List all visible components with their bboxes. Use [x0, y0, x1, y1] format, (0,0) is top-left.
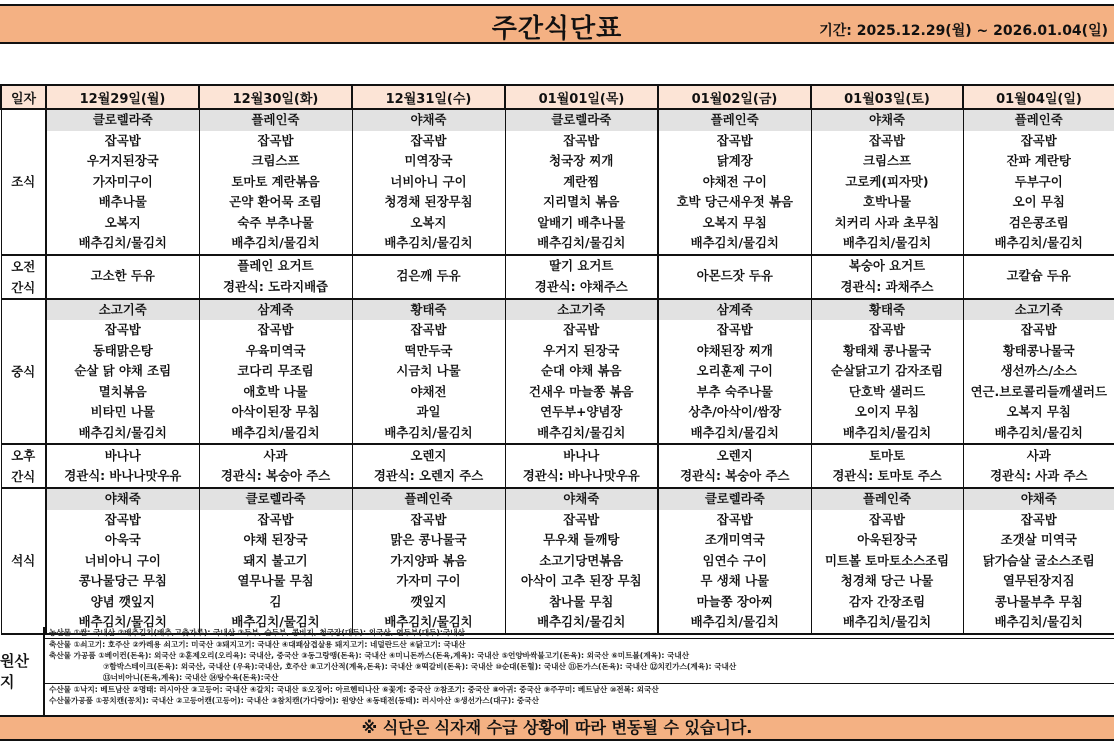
date-header-row	[1, 85, 1114, 109]
dinner-cell	[352, 488, 505, 634]
menu-item: 배추김치/물김치	[690, 614, 779, 629]
lunch-cell	[46, 299, 199, 445]
pm_snack-label-line: 오후	[11, 448, 36, 463]
origin-label: 원산지	[0, 627, 45, 715]
menu-item: 동태맑은탕	[92, 342, 153, 358]
menu-item: 연근.브로콜리들깨샐러드	[970, 383, 1107, 399]
menu-item: 비타민 나물	[90, 404, 155, 419]
menu-item: 소고기당면볶음	[539, 552, 624, 568]
menu-item: 양념 깻잎지	[90, 593, 155, 609]
menu-item: 돼지 불고기	[243, 552, 308, 568]
breakfast-cell	[199, 109, 352, 255]
am_snack-cell	[199, 255, 352, 299]
menu-item: 잡곡밥	[716, 322, 753, 337]
origin-livestock-processed: ⑬너비아니(돈육,계육): 국내산 ⑭탕수육(돈육):국산	[103, 673, 279, 682]
menu-item: 멸치볶음	[98, 383, 147, 399]
snack-item: 사과	[263, 447, 288, 463]
menu-item: 무 생채 나물	[700, 573, 769, 588]
menu-item: 잡곡밥	[869, 511, 905, 527]
menu-item: 과일	[416, 404, 441, 419]
breakfast-cell	[505, 109, 658, 255]
menu-item: 배추김치/물김치	[842, 614, 932, 629]
dinner-row	[1, 488, 1114, 634]
menu-item: 잡곡밥	[716, 511, 753, 527]
day-header: 12월30일(화)	[199, 85, 352, 109]
menu-item: 미트볼 토마토소스조림	[824, 552, 949, 568]
snack-item: 경관식: 사과 주스	[990, 468, 1088, 483]
menu-item: 상추/아삭이/쌈장	[688, 404, 782, 419]
menu-item: 닭계장	[716, 153, 753, 168]
menu-item: 잡곡밥	[410, 132, 447, 148]
dinner-cell	[963, 488, 1114, 634]
menu-item: 배추나물	[98, 194, 147, 209]
snack-item: 경관식: 도라지배즙	[222, 278, 329, 294]
menu-item: 배추김치/물김치	[231, 614, 320, 629]
menu-item: 오복지	[410, 214, 447, 230]
menu-item: 미역장국	[404, 153, 453, 168]
day-header: 01월02일(금)	[658, 85, 811, 109]
menu-item: 잡곡밥	[104, 132, 141, 148]
menu-item: 잡곡밥	[1020, 132, 1057, 148]
snack-item: 검은깨 두유	[396, 268, 461, 284]
menu-item: 잡곡밥	[410, 511, 447, 527]
pm_snack-label	[1, 444, 46, 488]
pm_snack-cell	[46, 444, 199, 488]
pm_snack-cell	[658, 444, 811, 488]
menu-item: 조갯살 미역국	[1000, 532, 1077, 547]
menu-item: 곤약 환어묵 조림	[229, 194, 322, 209]
menu-item: 생선까스/소스	[1000, 363, 1077, 378]
am_snack-cell	[46, 255, 199, 299]
pm_snack-cell	[963, 444, 1114, 488]
lunch-label: 중식	[1, 299, 46, 445]
menu-item: 배추김치/물김치	[842, 235, 932, 250]
dinner-cell	[199, 488, 352, 634]
pm_snack-label-line: 간식	[11, 469, 36, 484]
menu-item: 야채된장 찌개	[696, 342, 773, 358]
origin-livestock-processed: ⑦함박스테이크(돈육): 외국산, 국내산 (우육):국내산, 호주산 ⑧고기산적(계육,돈육): 국내산 ⑨떡갈비(돈육): 국내산 ⑩순대(돈혈): 국내산 ⑪돈가스(돈육): 국내산 ⑫치킨가스(계육): 국내산	[103, 662, 737, 671]
porridge-item: 클로렐라죽	[659, 489, 811, 510]
menu-item: 배추김치/물김치	[842, 424, 932, 440]
lunch-cell	[352, 299, 505, 445]
menu-item: 배추김치/물김치	[384, 424, 473, 440]
menu-item: 잡곡밥	[563, 132, 600, 148]
snack-item: 오렌지	[410, 447, 447, 463]
menu-item: 치커리 사과 초무침	[834, 214, 940, 230]
dinner-cell	[658, 488, 811, 634]
porridge-item: 플레인죽	[659, 110, 811, 131]
menu-item: 알배기 배추나물	[537, 214, 626, 230]
porridge-item: 삼계죽	[659, 300, 811, 321]
menu-item: 황태채 콩나물국	[842, 342, 932, 358]
menu-item: 크림스프	[251, 153, 300, 168]
menu-item: 순대 야채 볶음	[541, 363, 622, 378]
menu-item: 배추김치/물김치	[231, 424, 320, 440]
day-header: 12월29일(월)	[46, 85, 199, 109]
menu-item: 배추김치/물김치	[537, 424, 626, 440]
menu-item: 오리훈제 구이	[696, 363, 773, 378]
menu-item: 가지양파 볶음	[390, 552, 467, 568]
menu-item: 열무된장지짐	[1002, 573, 1075, 588]
menu-item: 깻잎지	[410, 593, 447, 609]
am_snack-label	[1, 255, 46, 299]
menu-item: 잔파 계란탕	[1006, 153, 1071, 168]
menu-item: 오복지 무침	[1006, 404, 1071, 419]
breakfast-cell	[658, 109, 811, 255]
origin-section	[0, 627, 1114, 715]
menu-item: 잡곡밥	[410, 322, 447, 337]
lunch-cell	[199, 299, 352, 445]
snack-item: 경관식: 복숭아 주스	[680, 468, 790, 483]
menu-item: 임연수 구이	[702, 552, 767, 568]
am_snack-cell	[505, 255, 658, 299]
menu-item: 가자미 구이	[396, 573, 461, 588]
menu-item: 코다리 무조림	[237, 363, 314, 378]
day-header: 01월03일(토)	[811, 85, 963, 109]
snack-item: 경관식: 오렌지 주스	[373, 468, 484, 483]
menu-item: 우육미역국	[245, 342, 306, 358]
origin-agri: 농산물 ①쌀: 국내산 ②배추김치(배추,고춧가루): 국내산 ③두부, 순두부, 콩비지, 청국장(대두): 외국산, 연두부(대두):국내산	[49, 628, 465, 637]
menu-item: 야채전 구이	[702, 173, 767, 189]
menu-item: 잡곡밥	[104, 322, 141, 337]
menu-item: 숙주 부추나물	[237, 214, 314, 230]
snack-item: 경관식: 바나나맛우유	[522, 468, 640, 483]
menu-item: 배추김치/물김치	[231, 235, 320, 250]
menu-item: 김	[269, 593, 282, 609]
day-header: 12월31일(수)	[352, 85, 505, 109]
porridge-item: 클로렐라죽	[506, 110, 658, 131]
pm_snack-cell	[505, 444, 658, 488]
lunch-cell	[963, 299, 1114, 445]
snack-item: 경관식: 바나나맛우유	[64, 468, 182, 483]
menu-item: 황태콩나물국	[1002, 342, 1075, 358]
menu-item: 참나물 무침	[549, 593, 614, 609]
menu-item: 순살 닭 야채 조림	[74, 363, 172, 378]
snack-item: 사과	[1026, 447, 1051, 463]
menu-item: 아삭이된장 무침	[231, 404, 320, 419]
porridge-item: 소고기죽	[47, 300, 199, 321]
breakfast-cell	[46, 109, 199, 255]
menu-item: 감자 간장조림	[848, 593, 926, 609]
menu-item: 오복지	[104, 214, 141, 230]
porridge-item: 삼계죽	[200, 300, 352, 321]
pm_snack-cell	[352, 444, 505, 488]
menu-item: 두부구이	[1014, 173, 1063, 189]
menu-item: 열무나물 무침	[237, 573, 314, 588]
snack-item: 토마토	[869, 447, 905, 463]
menu-item: 호박나물	[863, 194, 911, 209]
menu-item: 잡곡밥	[869, 132, 905, 148]
menu-item: 연두부+양념장	[540, 404, 623, 419]
menu-item: 시금치 나물	[396, 363, 461, 378]
menu-item: 너비아니 구이	[390, 173, 467, 189]
menu-item: 잡곡밥	[104, 511, 141, 527]
pm_snack-row	[1, 444, 1114, 488]
menu-item: 배추김치/물김치	[690, 235, 779, 250]
am_snack-cell	[811, 255, 963, 299]
menu-item: 잡곡밥	[563, 322, 600, 337]
porridge-item: 야채죽	[506, 489, 658, 510]
snack-item: 아몬드잣 두유	[696, 268, 773, 284]
snack-item: 바나나	[104, 447, 141, 463]
menu-item: 검은콩조림	[1008, 214, 1069, 230]
menu-item: 아욱국	[104, 532, 141, 547]
menu-item: 오복지 무침	[702, 214, 767, 230]
am_snack-cell	[963, 255, 1114, 299]
menu-item: 닭가슴살 굴소스조림	[982, 552, 1095, 568]
menu-item: 오이지 무침	[854, 404, 920, 419]
breakfast-cell	[811, 109, 963, 255]
menu-item: 너비아니 구이	[84, 552, 161, 568]
porridge-item: 플레인죽	[353, 489, 505, 510]
snack-item: 플레인 요거트	[237, 258, 314, 273]
menu-item: 떡만두국	[404, 342, 453, 358]
am_snack-cell	[352, 255, 505, 299]
dinner-cell	[46, 488, 199, 634]
snack-item: 바나나	[563, 447, 600, 463]
breakfast-cell	[963, 109, 1114, 255]
lunch-cell	[811, 299, 963, 445]
breakfast-label: 조식	[1, 109, 46, 255]
menu-item: 아욱된장국	[857, 532, 917, 547]
menu-item: 잡곡밥	[869, 322, 905, 337]
menu-item: 잡곡밥	[716, 132, 753, 148]
origin-livestock-processed: 축산물 가공품 ①베이컨(돈육): 외국산 ②훈제오리(오리육): 국내산, 중국산 ③동그랑땡(돈육): 국내산 ④미니돈까스(돈육,계육): 국내산 ⑤언양바싹불고기(돈육): 외국산 ⑥미트볼(계육): 국내산	[49, 651, 690, 660]
porridge-item: 야채죽	[964, 489, 1114, 510]
menu-item: 배추김치/물김치	[384, 614, 473, 629]
menu-item: 단호박 샐러드	[848, 383, 926, 399]
menu-item: 지리멸치 볶음	[543, 194, 620, 209]
footer-notice: ※ 식단은 식자재 수급 상황에 따라 변동될 수 있습니다.	[0, 715, 1114, 741]
menu-item: 배추김치/물김치	[994, 235, 1083, 250]
am_snack-row	[1, 255, 1114, 299]
snack-item: 경관식: 토마토 주스	[832, 468, 942, 483]
menu-item: 콩나물부추 무침	[994, 593, 1083, 609]
snack-item: 오렌지	[716, 447, 753, 463]
menu-item: 크림스프	[863, 153, 911, 168]
menu-item: 배추김치/물김치	[994, 424, 1083, 440]
menu-item: 부추 숙주나물	[696, 383, 773, 399]
dinner-cell	[505, 488, 658, 634]
breakfast-row	[1, 109, 1114, 255]
menu-item: 배추김치/물김치	[78, 235, 167, 250]
porridge-item: 클로렐라죽	[200, 489, 352, 510]
porridge-item: 야채죽	[812, 110, 963, 131]
weekly-menu-table	[0, 84, 1114, 635]
menu-item: 배추김치/물김치	[384, 235, 473, 250]
menu-item: 배추김치/물김치	[994, 614, 1083, 629]
menu-item: 무우채 들깨탕	[543, 532, 620, 547]
menu-item: 배추김치/물김치	[78, 614, 167, 629]
breakfast-cell	[352, 109, 505, 255]
origin-seafood: 수산물 ①낙지: 베트남산 ②명태: 러시아산 ③고등어: 국내산 ④갈치: 국내산 ⑤오징어: 아르헨티나산 ⑥꽃게: 중국산 ⑦참조기: 중국산 ⑧아귀: 중국산 ⑨주꾸미: 베트남산 ⑩전복: 외국산	[49, 685, 659, 694]
menu-item: 건새우 마늘쫑 볶음	[529, 383, 634, 399]
menu-item: 야채 된장국	[243, 532, 308, 547]
period-label: 기간: 2025.12.29(월) ~ 2026.01.04(일)	[819, 23, 1108, 39]
porridge-item: 황태죽	[353, 300, 505, 321]
menu-item: 우거지된장국	[86, 153, 159, 168]
menu-item: 순살닭고기 감자조림	[830, 363, 944, 378]
porridge-item: 플레인죽	[812, 489, 963, 510]
day-header: 01월04일(일)	[963, 85, 1114, 109]
dinner-cell	[811, 488, 963, 634]
lunch-cell	[658, 299, 811, 445]
snack-item: 딸기 요거트	[549, 258, 614, 273]
title-bar	[0, 4, 1114, 44]
am_snack-label-line: 간식	[11, 279, 36, 295]
menu-item: 청경채 된장무침	[384, 194, 473, 209]
porridge-item: 클로렐라죽	[47, 110, 199, 131]
menu-item: 조개미역국	[704, 532, 765, 547]
am_snack-cell	[658, 255, 811, 299]
pm_snack-cell	[199, 444, 352, 488]
pm_snack-cell	[811, 444, 963, 488]
snack-item: 고소한 두유	[90, 268, 155, 284]
dinner-label: 석식	[1, 488, 46, 634]
porridge-item: 플레인죽	[964, 110, 1114, 131]
menu-item: 고로케(피자맛)	[845, 173, 929, 189]
menu-item: 마늘쫑 장아찌	[696, 593, 773, 609]
menu-item: 야채전	[410, 383, 447, 399]
menu-item: 배추김치/물김치	[537, 614, 626, 629]
menu-item: 잡곡밥	[1020, 322, 1057, 337]
menu-item: 맑은 콩나물국	[390, 532, 467, 547]
porridge-item: 황태죽	[812, 300, 963, 321]
snack-item: 고칼슘 두유	[1006, 268, 1071, 284]
menu-item: 잡곡밥	[257, 511, 294, 527]
porridge-item: 소고기죽	[964, 300, 1114, 321]
menu-item: 오이 무침	[1012, 194, 1065, 209]
menu-item: 계란찜	[563, 173, 600, 189]
menu-item: 애호박 나물	[243, 383, 308, 399]
porridge-item: 야채죽	[353, 110, 505, 131]
menu-item: 잡곡밥	[563, 511, 600, 527]
day-header: 01월01일(목)	[505, 85, 658, 109]
menu-item: 잡곡밥	[1020, 511, 1057, 527]
menu-item: 호박 당근새우젓 볶음	[676, 194, 793, 209]
menu-item: 잡곡밥	[257, 322, 294, 337]
page-title: 주간식단표	[491, 14, 623, 44]
lunch-row	[1, 299, 1114, 445]
menu-item: 배추김치/물김치	[690, 424, 779, 440]
porridge-item: 플레인죽	[200, 110, 352, 131]
snack-item: 경관식: 과채주스	[840, 278, 934, 294]
menu-item: 청경채 당근 나물	[840, 573, 934, 588]
menu-item: 청국장 찌개	[549, 153, 614, 168]
lunch-cell	[505, 299, 658, 445]
menu-item: 아삭이 고추 된장 무침	[520, 573, 642, 588]
snack-item: 경관식: 야채주스	[534, 278, 628, 294]
date-label: 일자	[1, 85, 46, 109]
origin-livestock: 축산물 ①쇠고기: 호주산 ②카레용 쇠고기: 미국산 ③돼지고기: 국내산 ④대패삼겹살용 돼지고기: 네덜란드산 ④닭고기: 국내산	[49, 640, 466, 649]
origin-seafood-processed: 수산물가공품 ①꽁치캔(꽁치): 국내산 ②고등어캔(고등어): 국내산 ③참치캔(가다랑어): 원양산 ④동태전(동태): 러시아산 ⑤생선가스(대구): 중국산	[49, 696, 539, 705]
snack-item: 경관식: 복숭아 주스	[220, 468, 331, 483]
menu-item: 우거지 된장국	[543, 342, 620, 358]
menu-item: 콩나물당근 무침	[78, 573, 167, 588]
menu-item: 배추김치/물김치	[537, 235, 626, 250]
menu-item: 잡곡밥	[257, 132, 294, 148]
am_snack-label-line: 오전	[11, 258, 36, 274]
menu-item: 가자미구이	[92, 173, 153, 189]
porridge-item: 소고기죽	[506, 300, 658, 321]
snack-item: 복숭아 요거트	[848, 258, 926, 273]
menu-item: 배추김치/물김치	[78, 424, 167, 440]
porridge-item: 야채죽	[47, 489, 199, 510]
menu-item: 토마토 계란볶음	[231, 173, 320, 189]
